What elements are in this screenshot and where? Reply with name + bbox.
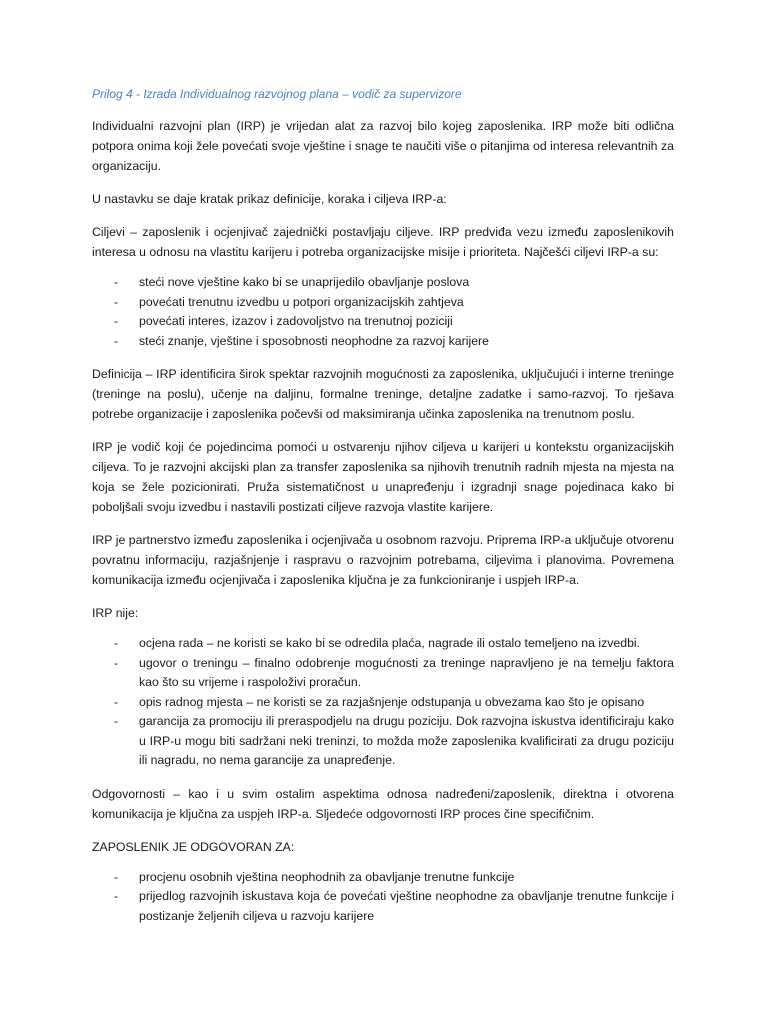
employee-responsibility-list [92, 868, 674, 927]
employee-responsibility-label: ZAPOSLENIK JE ODGOVORAN ZA: [92, 839, 295, 854]
bullet-dash: - [114, 333, 119, 348]
list-item [92, 887, 674, 926]
partnership-paragraph: IRP je partnerstvo između zaposlenika i ocjenjivača u osobnom razvoju. Priprema IRP-a uključuje otvorenu povratnu informaciju, razjašnjenje i raspravu o razvojnim potrebama, ciljevima i planovima. Povremena komunikacija između ocjenjivača i zaposlenika ključna je za funkcioniranje i uspjeh IRP-a. [92, 533, 674, 587]
bullet-dash: - [114, 294, 119, 309]
bullet-dash: - [114, 636, 119, 650]
list-item [92, 273, 674, 293]
list-item-text: ocjena rada – ne koristi se kako bi se odredila plaća, nagrade ili ostalo temeljeno na izvedbi. [139, 636, 641, 650]
bullet-dash: - [114, 714, 119, 728]
bullet-dash: - [114, 694, 119, 709]
list-item [92, 868, 674, 888]
definition-paragraph: Definicija – IRP identificira širok spektar razvojnih mogućnosti za zaposlenika, uključujući i interne treninge (treninge na poslu), učenje na daljinu, formalne treninge, detaljne zadatke i samo-razvoj. To rješava potrebe organizacije i zaposlenika počevši od maksimiranja učinka zaposlenika na trenutnom poslu. [92, 367, 674, 421]
bullet-dash: - [114, 655, 119, 670]
list-item-text: opis radnog mjesta – ne koristi se za razjašnjenje odstupanja u obvezama kao što je opisano [139, 694, 645, 709]
not-irp-label: IRP nije: [92, 606, 139, 620]
goals-list [92, 273, 674, 351]
bullet-dash: - [114, 889, 119, 903]
bullet-dash: - [114, 314, 119, 328]
list-item [92, 293, 674, 313]
appendix-heading: Prilog 4 - Izrada Individualnog razvojnog plana – vodič za supervizore [92, 87, 462, 101]
list-item [92, 634, 674, 654]
list-item-text: povećati trenutnu izvedbu u potpori organizacijskih zahtjeva [139, 294, 464, 309]
list-item-text: povećati interes, izazov i zadovoljstvo na trenutnoj poziciji [139, 314, 453, 328]
list-item-text: ugovor o treningu – finalno odobrenje mogućnosti za treninge napravljeno je na temelju faktora kao što su vrijeme i raspoloživi proračun. [139, 655, 674, 689]
guide-paragraph: IRP je vodič koji će pojedincima pomoći u ostvarenju njihov ciljeva u karijeri u kontekstu organizacijskih ciljeva. To je razvojni akcijski plan za transfer zaposlenika sa njihovih trenutnih radnih mjesta na mjesta na koja se žele pozicionirati. Pruža sistematičnost u unapređenju i izgradnji snage pojedinaca kako bi poboljšali svoju izvedbu i nastavili postizati ciljeve razvoja vlastite karijere. [92, 440, 674, 514]
overview-paragraph: U nastavku se daje kratak prikaz definicije, koraka i ciljeva IRP-a: [92, 192, 447, 206]
list-item [92, 332, 674, 352]
list-item-text: steći znanje, vještine i sposobnosti neophodne za razvoj karijere [139, 333, 489, 348]
list-item-text: prijedlog razvojnih iskustava koja će povećati vještine neophodne za obavljanje trenutne funkcije i postizanje željenih ciljeva u razvoju karijere [139, 889, 674, 923]
responsibilities-paragraph: Odgovornosti – kao i u svim ostalim aspektima odnosa nadređeni/zaposlenik, direktna i otvorena komunikacija je ključna za uspjeh IRP-a. Sljedeće odgovornosti IRP proces čine specifičnim. [92, 786, 674, 821]
list-item [92, 312, 674, 332]
list-item-text: steći nove vještine kako bi se unaprijedilo obavljanje poslova [139, 275, 470, 289]
bullet-dash: - [114, 275, 119, 289]
goals-paragraph: Ciljevi – zaposlenik i ocjenjivač zajednički postavljaju ciljeve. IRP predviđa vezu između zaposlenikovih interesa u odnosu na vlastitu karijeru i potreba organizacijske misije i prioriteta. Najčešći ciljevi IRP-a su: [92, 225, 674, 259]
intro-paragraph: Individualni razvojni plan (IRP) je vrijedan alat za razvoj bilo kojeg zaposlenika. IRP može biti odlična potpora onima koji žele povećati svoje vještine i snage te naučiti više o pitanjima od interesa relevantnih za organizaciju. [92, 119, 674, 173]
list-item-text: procjenu osobnih vještina neophodnih za obavljanje trenutne funkcije [139, 869, 515, 884]
list-item [92, 654, 674, 693]
not-irp-list [92, 634, 674, 771]
list-item-text: garancija za promociju ili preraspodjelu na drugu poziciju. Dok razvojna iskustva identificiraju kako u IRP-u mogu biti sadržani neki treninzi, to možda može zaposlenika kvalificirati za drugu poziciju ili nagradu, no nema garancije za unapređenje. [139, 714, 674, 767]
bullet-dash: - [114, 869, 119, 884]
list-item [92, 693, 674, 713]
list-item [92, 712, 674, 771]
